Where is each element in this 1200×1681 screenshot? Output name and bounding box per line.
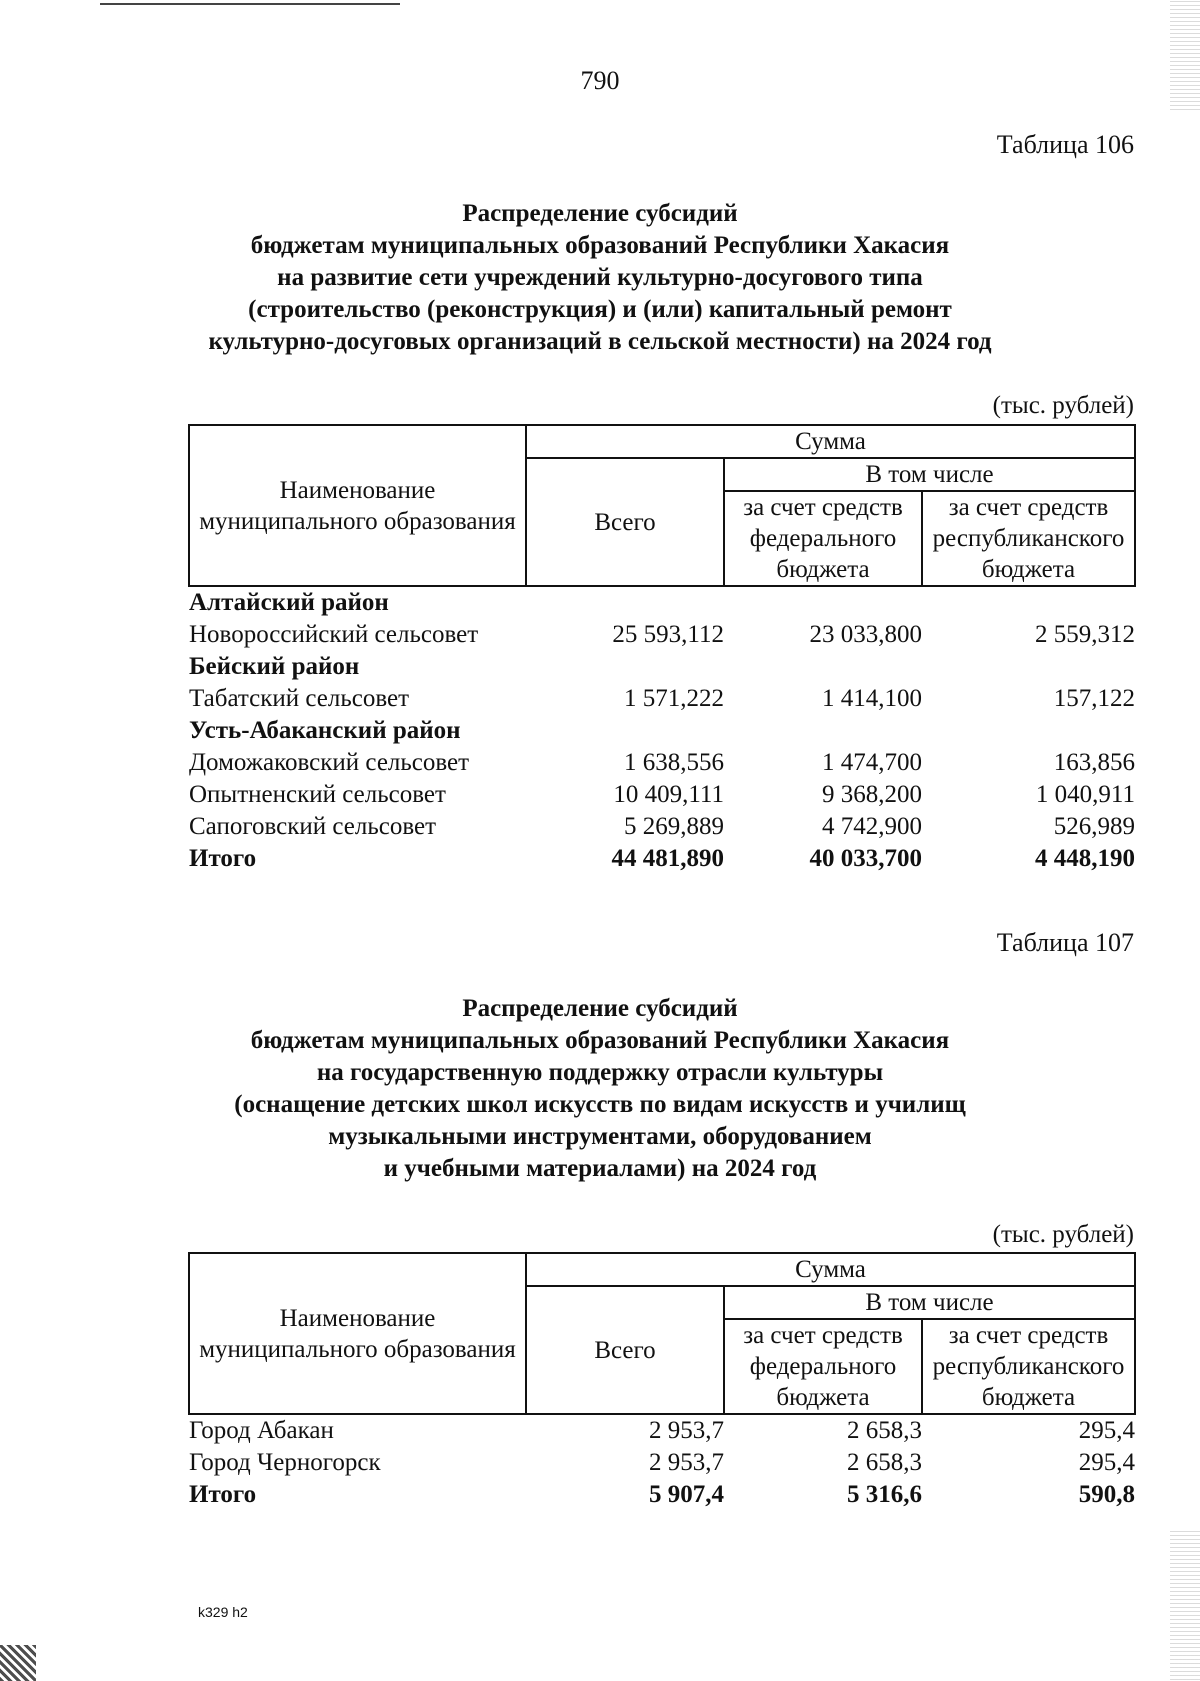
cell-total: 10 409,111: [613, 781, 724, 808]
cell-total: 5 269,889: [624, 813, 724, 840]
table-row: [189, 619, 1135, 651]
cell-federal: 2 658,3: [847, 1449, 922, 1476]
cell-name: Усть-Абаканский район: [189, 717, 461, 744]
header-federal: за счет средств федерального бюджета: [724, 1319, 922, 1414]
cell-republic: 2 559,312: [1035, 621, 1135, 648]
cell-name: Новороссийский сельсовет: [189, 621, 479, 648]
cell-name: Табатский сельсовет: [189, 685, 410, 712]
table-row: [189, 747, 1135, 779]
total-row: [189, 843, 1135, 875]
title-line: бюджетам муниципальных образований Республики Хакасия: [250, 232, 950, 259]
cell-name: Итого: [189, 1481, 257, 1508]
table-row: [189, 779, 1135, 811]
cell-federal: [724, 651, 922, 683]
cell-republic: [922, 586, 1135, 619]
group-row: [189, 651, 1135, 683]
header-including: В том числе: [724, 458, 1135, 491]
cell-name: Сапоговский сельсовет: [189, 813, 437, 840]
cell-name: Итого: [189, 845, 257, 872]
cell-federal: [724, 586, 922, 619]
cell-total: [526, 586, 724, 619]
header-sum: Сумма: [526, 425, 1135, 458]
cell-republic: 526,989: [1053, 813, 1135, 840]
cell-federal: 23 033,800: [809, 621, 922, 648]
cell-name: Опытненский сельсовет: [189, 781, 446, 808]
header-including: В том числе: [724, 1286, 1135, 1319]
cell-republic: 295,4: [1078, 1449, 1135, 1476]
cell-total: 1 571,222: [624, 685, 724, 712]
footer-code: k329 h2: [198, 1604, 248, 1620]
title-line: (оснащение детских школ искусств по видам искусств и училищ: [234, 1091, 966, 1118]
total-row: [189, 1479, 1135, 1511]
cell-name: Доможаковский сельсовет: [189, 749, 470, 776]
table-106-label: Таблица 106: [996, 130, 1134, 159]
scan-top-line: [100, 3, 400, 5]
header-federal: за счет средств федерального бюджета: [724, 491, 922, 586]
cell-federal: 9 368,200: [822, 781, 922, 808]
cell-total: [526, 715, 724, 747]
cell-total: 1 638,556: [624, 749, 724, 776]
cell-republic: 295,4: [1078, 1417, 1135, 1444]
cell-total: 2 953,7: [649, 1449, 724, 1476]
title-line: на государственную поддержку отрасли культуры: [316, 1059, 884, 1086]
cell-total: [526, 651, 724, 683]
cell-total: 2 953,7: [649, 1417, 724, 1444]
cell-federal: [724, 715, 922, 747]
cell-name: Алтайский район: [189, 589, 389, 616]
cell-federal: 1 474,700: [822, 749, 922, 776]
cell-republic: 590,8: [1078, 1481, 1135, 1508]
cell-total: 25 593,112: [612, 621, 724, 648]
table-107-label: Таблица 107: [996, 928, 1134, 957]
page-number: 790: [580, 66, 620, 95]
header-republic: за счет средств республиканского бюджета: [922, 491, 1135, 586]
cell-republic: [922, 715, 1135, 747]
cell-federal: 4 742,900: [822, 813, 922, 840]
table-106-units: (тыс. рублей): [992, 392, 1134, 419]
header-total: Всего: [526, 1286, 724, 1414]
table-107-units: (тыс. рублей): [992, 1221, 1134, 1248]
title-line: (строительство (реконструкция) и (или) капитальный ремонт: [248, 296, 952, 323]
cell-name: Бейский район: [189, 653, 360, 680]
table-107-title: [150, 993, 1050, 1185]
cell-name: Город Черногорск: [189, 1449, 381, 1476]
cell-total: 44 481,890: [611, 845, 724, 872]
title-line: и учебными материалами) на 2024 год: [383, 1155, 817, 1182]
table-row: [189, 683, 1135, 715]
cell-republic: 1 040,911: [1035, 781, 1135, 808]
table-107-body: [189, 1414, 1135, 1511]
title-line: Распределение субсидий: [462, 995, 738, 1022]
group-row: [189, 586, 1135, 619]
cell-federal: 1 414,100: [822, 685, 922, 712]
cell-republic: [922, 651, 1135, 683]
header-name-column: Наименование муниципального образования: [189, 425, 526, 586]
header-sum: Сумма: [526, 1253, 1135, 1286]
table-106-title: [150, 198, 1050, 358]
cell-name: Город Абакан: [189, 1417, 334, 1444]
table-row: [189, 1447, 1135, 1479]
table-106: [188, 424, 1136, 875]
title-line: культурно-досуговых организаций в сельской местности) на 2024 год: [208, 328, 992, 355]
scan-corner-mark: [0, 1645, 36, 1681]
table-row: [189, 811, 1135, 843]
cell-total: 5 907,4: [649, 1481, 724, 1508]
cell-federal: 2 658,3: [847, 1417, 922, 1444]
title-line: на развитие сети учреждений культурно-досугового типа: [277, 264, 923, 291]
table-106-body: [189, 586, 1135, 875]
header-total: Всего: [526, 458, 724, 586]
group-row: [189, 715, 1135, 747]
cell-republic: 4 448,190: [1035, 845, 1135, 872]
header-name-column: Наименование муниципального образования: [189, 1253, 526, 1414]
table-row: [189, 1414, 1135, 1447]
cell-republic: 157,122: [1053, 685, 1135, 712]
scan-noise-bottom: [1170, 1530, 1200, 1680]
title-line: Распределение субсидий: [462, 200, 738, 227]
table-107: [188, 1252, 1136, 1511]
cell-federal: 40 033,700: [809, 845, 922, 872]
header-republic: за счет средств республиканского бюджета: [922, 1319, 1135, 1414]
title-line: музыкальными инструментами, оборудованием: [328, 1123, 872, 1150]
title-line: бюджетам муниципальных образований Республики Хакасия: [250, 1027, 950, 1054]
cell-republic: 163,856: [1053, 749, 1135, 776]
cell-federal: 5 316,6: [847, 1481, 922, 1508]
